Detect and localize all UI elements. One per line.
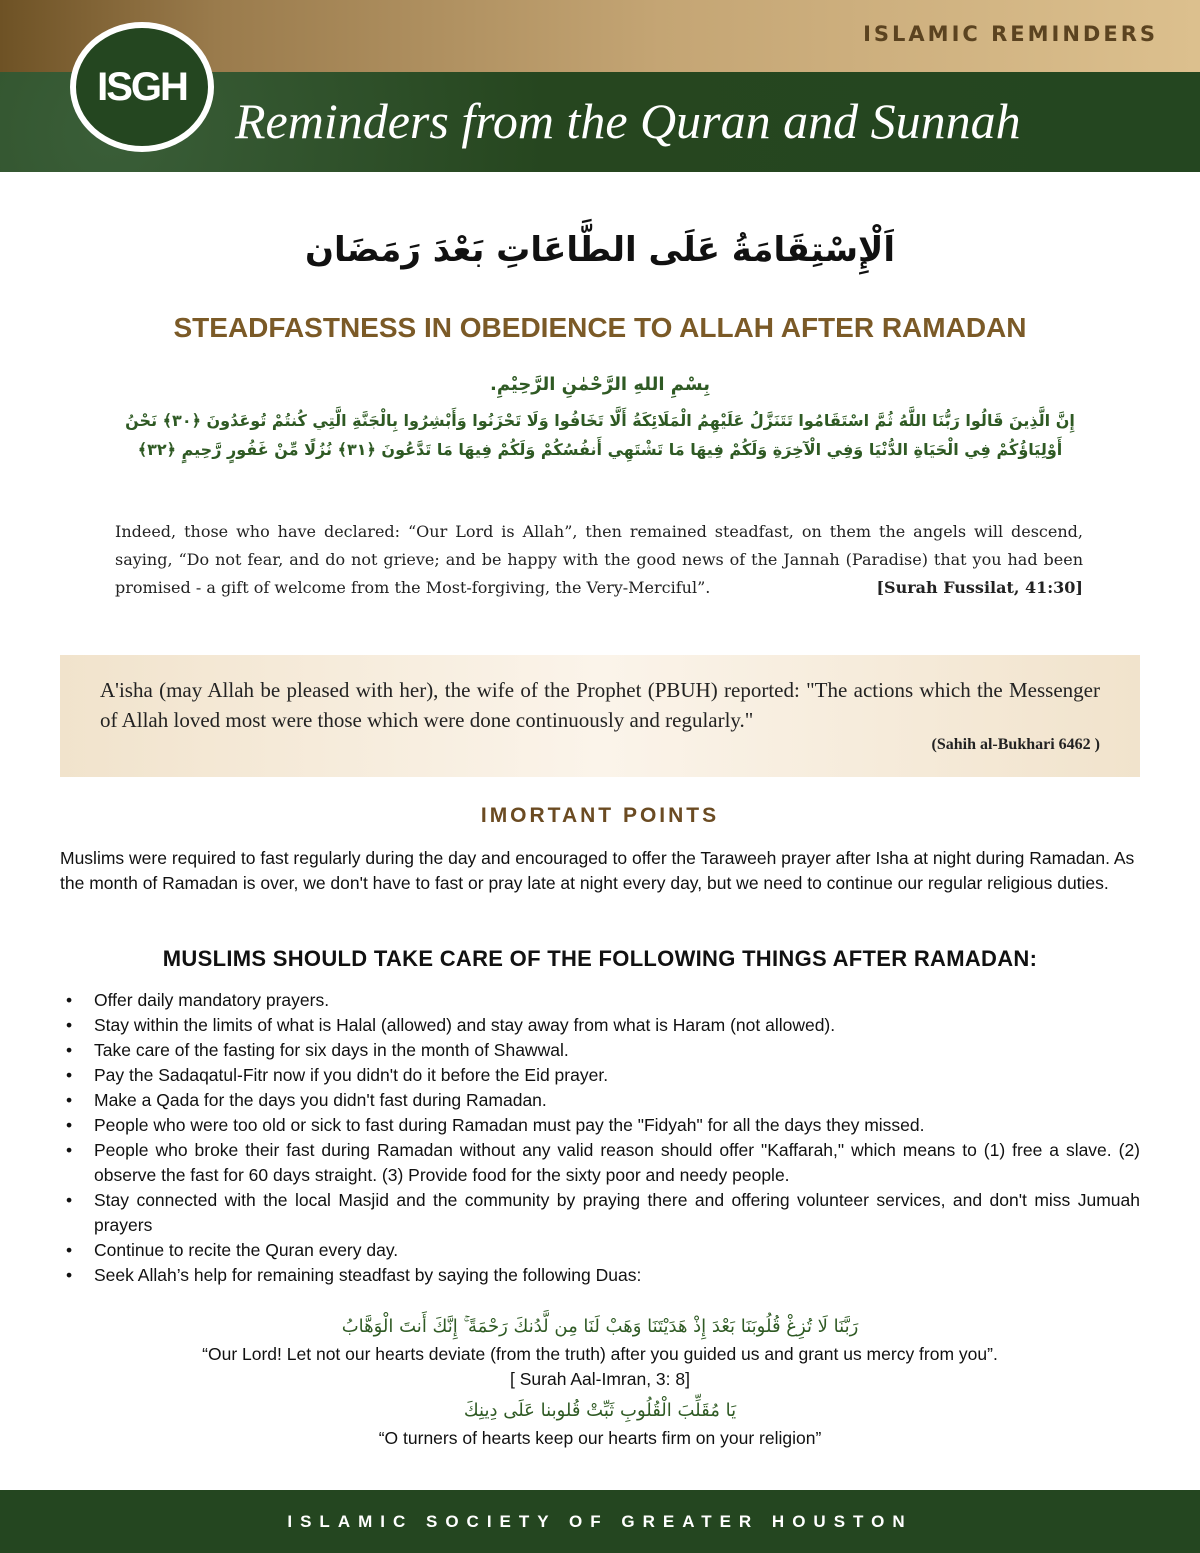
dua-2-arabic: يَا مُقَلِّبَ الْقُلُوبِ ثَبِّتْ قُلوبنا عَلَى دِينِكَ	[463, 1400, 737, 1421]
list-subheading: MUSLIMS SHOULD TAKE CARE OF THE FOLLOWING THINGS AFTER RAMADAN:	[162, 946, 1038, 971]
list-item: • Seek Allah’s help for remaining steadfast by saying the following Duas:	[66, 1263, 1140, 1288]
translation-text: Indeed, those who have declared: “Our Lord is Allah”, then remained steadfast, on them the angels will descend, saying, “Do not fear, and do not grieve; and be happy with the good news of the Jannah (Paradise) that you had been promised - a gift of welcome from the Most-forgiving, the Very-Merciful”.	[115, 522, 1083, 597]
important-points-heading: IMORTANT POINTS	[480, 804, 720, 827]
dua-1-english: “Our Lord! Let not our hearts deviate (from the truth) after you guided us and grant us mercy from you”.	[202, 1344, 998, 1364]
isgh-logo	[70, 22, 214, 152]
arabic-title: اَلْإِسْتِقَامَةُ عَلَى الطَّاعَاتِ بَعْدَ رَمَضَان	[304, 230, 896, 270]
list-item: • Take care of the fasting for six days in the month of Shawwal.	[66, 1038, 1140, 1063]
list-item: • Offer daily mandatory prayers.	[66, 988, 1140, 1013]
ayah-translation	[115, 518, 1083, 602]
dua-2-english: “O turners of hearts keep our hearts firm on your religion”	[378, 1428, 822, 1448]
duas-section	[60, 1312, 1140, 1451]
list-item: • People who broke their fast during Ramadan without any valid reason should offer "Kaffarah," which means to (1) free a slave. (2) observe the fast for 60 days straight. (3) Provide food for the sixty poor and needy people.	[66, 1138, 1140, 1188]
ayah-line-1: إِنَّ الَّذِينَ قَالُوا رَبُّنَا اللَّهُ ثُمَّ اسْتَقَامُوا تَتَنَزَّلُ عَلَيْهِمُ الْمَلَائِكَةُ أَلَّا تَخَافُوا وَلَا تَحْزَنُوا وَأَبْشِرُوا بِالْجَنَّةِ الَّتِي كُنتُمْ تُوعَدُونَ ﴿٣٠﴾ نَحْنُ	[125, 411, 1075, 430]
list-item: • Make a Qada for the days you didn't fast during Ramadan.	[66, 1088, 1140, 1113]
footer-text: ISLAMIC SOCIETY OF GREATER HOUSTON	[287, 1511, 913, 1531]
intro-paragraph: Muslims were required to fast regularly during the day and encouraged to offer the Taraweeh prayer after Isha at night during Ramadan. As the month of Ramadan is over, we don't have to fast or pray late at night every day, but we need to continue our regular religious duties.	[60, 848, 1135, 893]
list-item: • People who were too old or sick to fast during Ramadan must pay the "Fidyah" for all the days they missed.	[66, 1113, 1140, 1138]
header-title: Reminders from the Quran and Sunnah	[235, 93, 1021, 149]
footer-bar	[0, 1490, 1200, 1553]
hadith-reference: (Sahih al-Bukhari 6462 )	[931, 736, 1100, 753]
english-title: STEADFASTNESS IN OBEDIENCE TO ALLAH AFTER RAMADAN	[173, 312, 1027, 343]
list-item: • Continue to recite the Quran every day.	[66, 1238, 1140, 1263]
list-item: • Stay within the limits of what is Halal (allowed) and stay away from what is Haram (not allowed).	[66, 1013, 1140, 1038]
header-kicker: ISLAMIC REMINDERS	[863, 22, 1158, 46]
quran-arabic-block	[60, 370, 1140, 468]
list-item: • Stay connected with the local Masjid and the community by praying there and offering volunteer services, and don't miss Jumuah prayers	[66, 1188, 1140, 1238]
points-list	[66, 988, 1140, 1288]
hadith-box	[60, 655, 1140, 777]
logo-text: ISGH	[97, 64, 187, 109]
translation-reference: [Surah Fussilat, 41:30]	[876, 578, 1083, 597]
dua-1-reference: [ Surah Aal-Imran, 3: 8]	[510, 1369, 690, 1389]
list-item: • Pay the Sadaqatul-Fitr now if you didn't do it before the Eid prayer.	[66, 1063, 1140, 1088]
hadith-text: A'isha (may Allah be pleased with her), the wife of the Prophet (PBUH) reported: "The actions which the Messenger of Allah loved most were those which were done continuously and regularly."	[100, 678, 1100, 732]
basmala: بِسْمِ اللهِ الرَّحْمٰنِ الرَّحِيْمِ.	[490, 374, 710, 395]
ayah-line-2: أَوْلِيَاؤُكُمْ فِي الْحَيَاةِ الدُّنْيَا وَفِي الْآخِرَةِ وَلَكُمْ فِيهَا مَا تَشْتَهِي أَنفُسُكُمْ وَلَكُمْ فِيهَا مَا تَدَّعُونَ ﴿٣١﴾ نُزُلًا مِّنْ غَفُورٍ رَّحِيمٍ ﴿٣٢﴾	[137, 440, 1063, 459]
dua-1-arabic: رَبَّنَا لَا تُزِغْ قُلُوبَنَا بَعْدَ إِذْ هَدَيْتَنَا وَهَبْ لَنَا مِن لَّدُنكَ رَحْمَةً ۚ إِنَّكَ أَنتَ الْوَهَّابُ	[341, 1316, 859, 1337]
